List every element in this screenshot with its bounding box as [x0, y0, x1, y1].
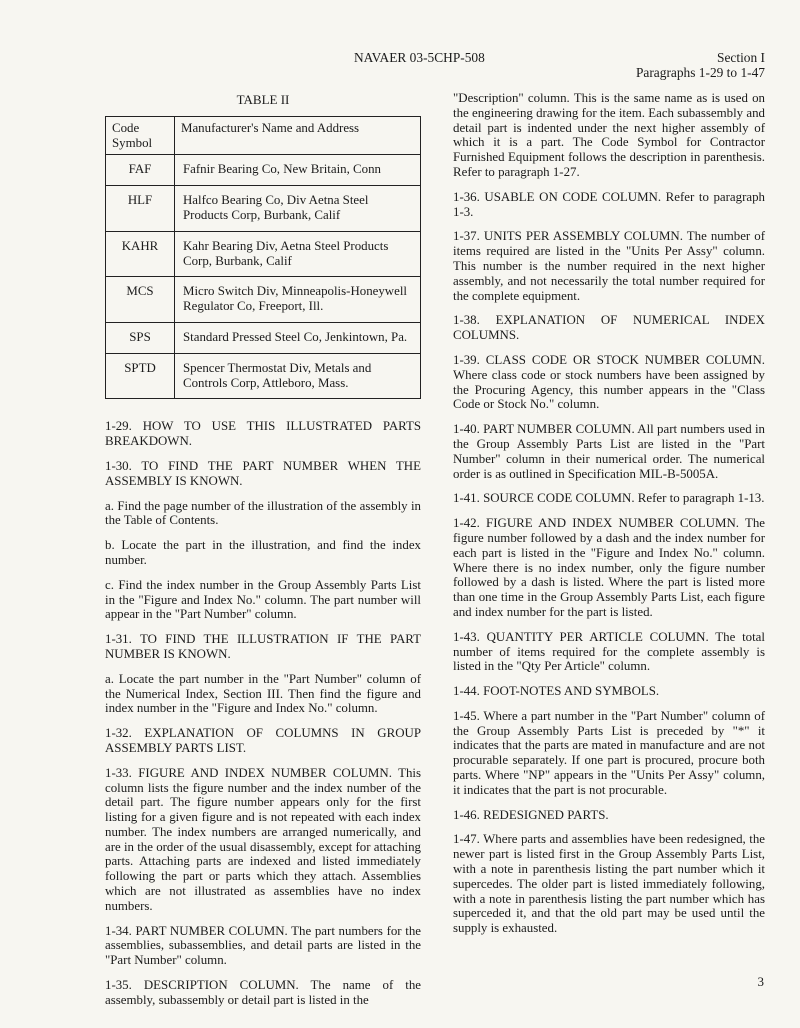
paragraph-1-38: 1-38. EXPLANATION OF NUMERICAL INDEX COLUMNS.	[453, 313, 765, 343]
manufacturer-cell: Kahr Bearing Div, Aetna Steel Products Corp, Burbank, Calif	[175, 231, 421, 277]
document-number: NAVAER 03-5CHP-508	[354, 50, 485, 65]
paragraph-1-30: 1-30. TO FIND THE PART NUMBER WHEN THE ASSEMBLY IS KNOWN.	[105, 458, 421, 488]
paragraph-1-47: 1-47. Where parts and assemblies have been redesigned, the newer part is listed first in the Group Assembly Parts List, with a note in parenthesis listing the part number which it supercedes. The older part is listed immediately following, with a note in parenthesis listing the part number which has superceded it, and that the old part may be used until the supply is exhausted.	[453, 832, 765, 936]
column-header-name: Manufacturer's Name and Address	[175, 116, 421, 155]
paragraph-1-44: 1-44. FOOT-NOTES AND SYMBOLS.	[453, 684, 660, 699]
right-column	[453, 91, 765, 946]
paragraph-1-32: 1-32. EXPLANATION OF COLUMNS IN GROUP ASSEMBLY PARTS LIST.	[105, 726, 421, 755]
paragraph-range: Paragraphs 1-29 to 1-47	[635, 65, 765, 80]
table-row	[106, 231, 421, 277]
paragraph-1-31-a: a. Locate the part number in the "Part Number" column of the Numerical Index, Section III. Then find the figure and index number in the "Figure and Index No." column.	[105, 671, 421, 716]
manufacturer-cell: Spencer Thermostat Div, Metals and Controls Corp, Attleboro, Mass.	[175, 353, 421, 399]
paragraph-1-35: 1-35. DESCRIPTION COLUMN. The name of the assembly, subassembly or detail part is listed in the	[105, 978, 421, 1007]
paragraph-1-30-b: b. Locate the part in the illustration, and find the index number.	[105, 538, 421, 567]
paragraph-1-31: 1-31. TO FIND THE ILLUSTRATION IF THE PART NUMBER IS KNOWN.	[105, 632, 421, 661]
code-symbol-cell: MCS	[106, 277, 175, 323]
manufacturer-cell: Micro Switch Div, Minneapolis-Honeywell Regulator Co, Freeport, Ill.	[175, 277, 421, 323]
paragraph-1-34: 1-34. PART NUMBER COLUMN. The part numbers for the assemblies, subassemblies, and detail parts are listed in the "Part Number" column.	[105, 923, 421, 968]
paragraph-1-29: 1-29. HOW TO USE THIS ILLUSTRATED PARTS BREAKDOWN.	[105, 419, 421, 449]
paragraph-1-43: 1-43. QUANTITY PER ARTICLE COLUMN. The total number of items required for the complete assembly is listed in the "Qty Per Article" column.	[453, 629, 765, 674]
paragraph-1-30-c: c. Find the index number in the Group Assembly Parts List in the "Figure and Index No." column. The part number will appear in the "Part Number" column.	[105, 577, 421, 622]
manufacturer-cell: Standard Pressed Steel Co, Jenkintown, Pa.	[175, 322, 421, 353]
manufacturer-cell: Fafnir Bearing Co, New Britain, Conn	[175, 155, 421, 186]
code-symbol-cell: SPTD	[106, 353, 175, 399]
page-header	[0, 50, 800, 84]
paragraph-1-36: 1-36. USABLE ON CODE COLUMN. Refer to paragraph 1-3.	[453, 189, 765, 219]
code-symbol-cell: KAHR	[106, 231, 175, 277]
section-reference	[636, 50, 765, 80]
left-column	[105, 91, 421, 1018]
table-header-row	[106, 116, 421, 155]
table-row	[106, 322, 421, 353]
manufacturer-cell: Halfco Bearing Co, Div Aetna Steel Products Corp, Burbank, Calif	[175, 186, 421, 232]
code-symbol-cell: HLF	[106, 186, 175, 232]
manufacturer-code-table	[105, 116, 421, 400]
code-symbol-cell: SPS	[106, 322, 175, 353]
table-row	[106, 155, 421, 186]
paragraph-1-40: 1-40. PART NUMBER COLUMN. All part numbers used in the Group Assembly Parts List are listed in the "Part Number" column in their numerical order. The numerical order is as outlined in Specification MIL-B-5005A.	[453, 422, 765, 481]
paragraph-1-42: 1-42. FIGURE AND INDEX NUMBER COLUMN. The figure number followed by a dash and the index number for each part is listed in the "Figure and Index No." column. Where there is no index number, only the figure number followed by a dash is listed. Where the part is listed more than one time in the Group Assembly Parts List, each figure and index number for the part is listed.	[453, 516, 765, 619]
table-row	[106, 186, 421, 232]
table-row	[106, 277, 421, 323]
page-number: 3	[757, 974, 764, 989]
table-row	[106, 353, 421, 399]
paragraph-1-30-a: a. Find the page number of the illustration of the assembly in the Table of Contents.	[105, 498, 421, 528]
table-title: TABLE II	[236, 92, 290, 107]
paragraph-1-33: 1-33. FIGURE AND INDEX NUMBER COLUMN. This column lists the figure number and the index number of the detail part. The figure number appears only for the first listing for a given figure and is not repeated with each index number. The index numbers are arranged numerically, and are in the order of the usual disassembly, except for attaching parts. Attaching parts are indexed and listed immediately following the part or parts which they attach. Assemblies which are not illustrated as assemblies have no index numbers.	[105, 765, 421, 913]
paragraph-1-41: 1-41. SOURCE CODE COLUMN. Refer to paragraph 1-13.	[453, 491, 765, 506]
paragraph-1-35-continued: "Description" column. This is the same name as is used on the engineering drawing for the item. Each subassembly and detail part is indented under the next higher assembly of which it is a part. The Code Symbol for Contractor Furnished Equipment follows the description in parenthesis. Refer to paragraph 1-27.	[453, 91, 765, 179]
section-label: Section I	[717, 50, 765, 65]
code-symbol-cell: FAF	[106, 155, 175, 186]
paragraph-1-39: 1-39. CLASS CODE OR STOCK NUMBER COLUMN. Where class code or stock numbers have been assigned by the Procuring Agency, this number appears in the "Class Code or Stock No." column.	[453, 352, 765, 412]
column-header-code: Code Symbol	[106, 116, 175, 155]
paragraph-1-37: 1-37. UNITS PER ASSEMBLY COLUMN. The number of items required are listed in the "Units Per Assy" column. This number is the number required in the next higher assembly, and not necessarily the total number required for the complete equipment.	[453, 229, 765, 303]
paragraph-1-46: 1-46. REDESIGNED PARTS.	[453, 807, 609, 822]
paragraph-1-45: 1-45. Where a part number in the "Part Number" column of the Group Assembly Parts List is preceded by "*" it indicates that the parts are mated in manufacture and are not procurable separately. If one part is procured, procure both parts. Where "NP" appears in the "Units Per Assy" column, it indicates that the part is not procurable.	[453, 708, 765, 797]
